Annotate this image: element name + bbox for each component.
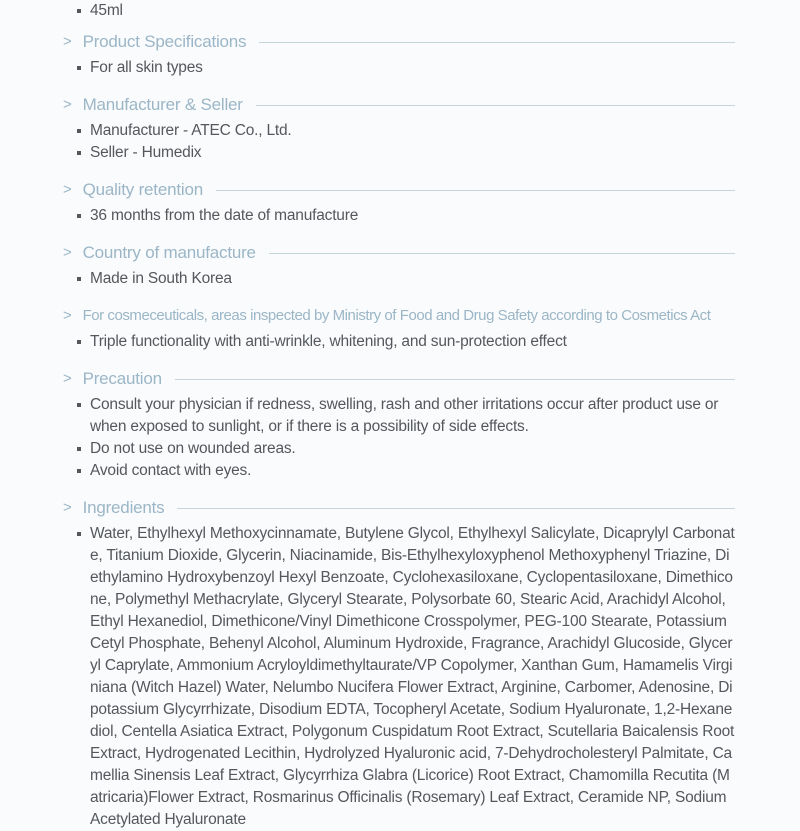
- section-items: [63, 331, 735, 353]
- bullet-icon: [77, 277, 81, 281]
- heading-rule: [256, 105, 735, 106]
- section-precaution: [63, 367, 735, 482]
- bullet-icon: [77, 340, 81, 344]
- section-items: [63, 268, 735, 290]
- item-text: Do not use on wounded areas.: [90, 440, 296, 457]
- section-title: Ingredients: [82, 498, 165, 517]
- heading-rule: [177, 508, 735, 509]
- bullet-icon: [77, 9, 81, 13]
- chevron-right-icon: >: [63, 33, 72, 50]
- list-item: [77, 57, 735, 79]
- chevron-right-icon: >: [63, 499, 72, 516]
- item-text: Avoid contact with eyes.: [90, 462, 252, 479]
- section-heading-row: [63, 93, 735, 117]
- item-text: 36 months from the date of manufacture: [90, 207, 359, 224]
- bullet-icon: [77, 66, 81, 70]
- section-title: Manufacturer & Seller: [82, 95, 243, 114]
- section-heading-row: [63, 178, 735, 202]
- list-item-wounded-areas: [77, 438, 735, 460]
- chevron-right-icon: >: [63, 181, 72, 198]
- section-title: Precaution: [82, 369, 162, 388]
- section-title: Quality retention: [82, 180, 203, 199]
- item-text: Made in South Korea: [90, 270, 232, 287]
- section-cosmeceuticals-inspection: [63, 304, 735, 353]
- list-item-manufacturer: [77, 120, 735, 142]
- clipped-top-list: [63, 0, 735, 22]
- bullet-icon: [77, 532, 81, 536]
- section-heading-row: [63, 496, 735, 520]
- list-item-physician-warning: [77, 394, 735, 438]
- section-product-specifications: [63, 30, 735, 79]
- section-items: [63, 120, 735, 164]
- item-text: Water, Ethylhexyl Methoxycinnamate, Butylene Glycol, Ethylhexyl Salicylate, Dicaprylyl Carbonate, Titanium Dioxide, Glycerin, Niacinamide, Bis-Ethylhexyloxyphenol Methoxyphenyl Triazine, Diethylamino Hydroxybenzoyl Hexyl Benzoate, Cyclohexasiloxane, Cyclopentasiloxane, Dimethicone, Polymethyl Methacrylate, Glyceryl Stearate, Polysorbate 60, Stearic Acid, Arachidyl Alcohol, Ethyl Hexanediol, Dimethicone/Vinyl Dimethicone Crosspolymer, PEG-100 Stearate, Potassium Cetyl Phosphate, Behenyl Alcohol, Aluminum Hydroxide, Fragrance, Arachidyl Glucoside, Glyceryl Caprylate, Ammonium Acryloyldimethyltaurate/VP Copolymer, Xanthan Gum, Hamamelis Virginiana (Witch Hazel) Water, Nelumbo Nucifera Flower Extract, Arginine, Carbomer, Adenosine, Dipotassium Glycyrrhizate, Disodium EDTA, Tocopheryl Acetate, Sodium Hyaluronate, 1,2-Hexanediol, Centella Asiatica Extract, Polygonum Cuspidatum Root Extract, Scutellaria Baicalensis Root Extract, Hydrogenated Lecithin, Hydrolyzed Hyaluronic acid, 7-Dehydrocholesteryl Palmitate, Camellia Sinensis Leaf Extract, Glycyrrhiza Glabra (Licorice) Root Extract, Chamomilla Recutita (Matricaria)Flower Extract, Rosmarinus Officinalis (Rosemary) Leaf Extract, Ceramide NP, Sodium Acetylated Hyaluronate: [90, 525, 735, 828]
- item-text: For all skin types: [90, 59, 203, 76]
- section-country-of-manufacture: [63, 241, 735, 290]
- list-item-avoid-eyes: [77, 460, 735, 482]
- section-ingredients: [63, 496, 735, 831]
- list-item-seller: [77, 142, 735, 164]
- heading-rule: [269, 253, 735, 254]
- bullet-icon: [77, 151, 81, 155]
- section-heading-row: [63, 241, 735, 265]
- section-heading-row: [63, 367, 735, 391]
- list-item: [77, 205, 735, 227]
- bullet-icon: [77, 447, 81, 451]
- section-title: For cosmeceuticals, areas inspected by Ministry of Food and Drug Safety according to Cosmetics Act: [82, 307, 711, 324]
- item-text: Manufacturer - ATEC Co., Ltd.: [90, 122, 292, 139]
- section-quality-retention: [63, 178, 735, 227]
- chevron-right-icon: >: [63, 244, 72, 261]
- item-text: Consult your physician if redness, swelling, rash and other irritations occur after product use or when exposed to sunlight, or if there is a possibility of side effects.: [90, 396, 719, 435]
- section-manufacturer-seller: [63, 93, 735, 164]
- bullet-icon: [77, 469, 81, 473]
- list-item-ingredient-list: [77, 523, 735, 831]
- bullet-icon: [77, 129, 81, 133]
- list-item-volume: [77, 0, 735, 22]
- chevron-right-icon: >: [63, 370, 72, 387]
- list-item: [77, 331, 735, 353]
- section-items: [63, 205, 735, 227]
- bullet-icon: [77, 403, 81, 407]
- chevron-right-icon: >: [63, 307, 72, 324]
- section-items: [63, 57, 735, 79]
- item-text: Triple functionality with anti-wrinkle, whitening, and sun-protection effect: [90, 333, 567, 350]
- heading-rule: [259, 42, 735, 43]
- heading-rule: [216, 190, 735, 191]
- section-items: [63, 523, 735, 831]
- section-heading-row: [63, 30, 735, 54]
- section-items: [63, 394, 735, 482]
- heading-rule: [175, 379, 735, 380]
- section-heading-row: [63, 304, 735, 328]
- chevron-right-icon: >: [63, 96, 72, 113]
- section-title: Country of manufacture: [82, 243, 256, 262]
- list-item: [77, 268, 735, 290]
- item-text: Seller - Humedix: [90, 144, 202, 161]
- bullet-icon: [77, 214, 81, 218]
- section-title: Product Specifications: [82, 32, 247, 51]
- item-text: 45ml: [90, 2, 123, 19]
